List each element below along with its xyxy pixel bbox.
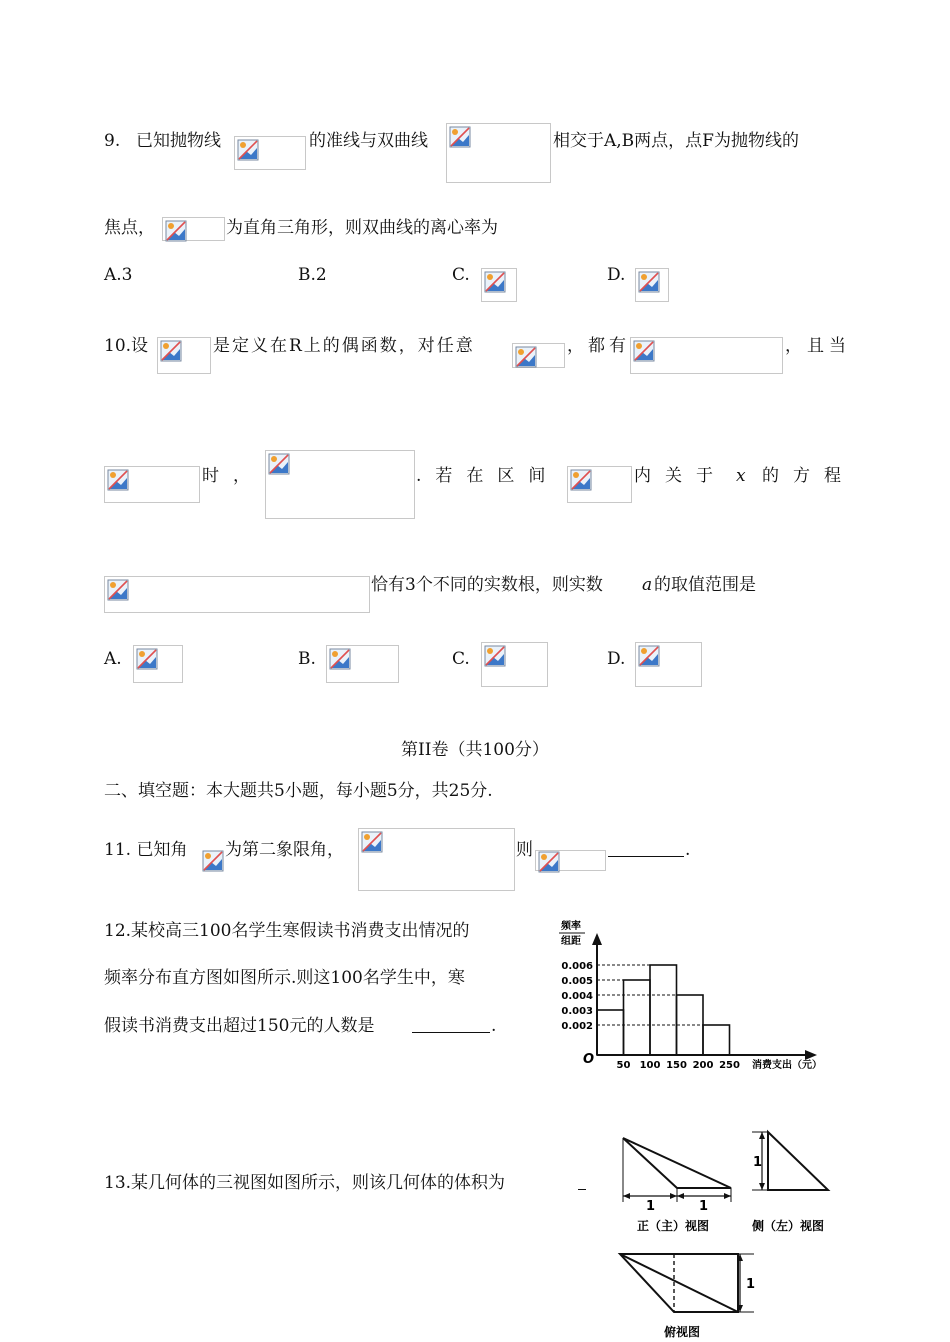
- q13-text: 13.某几何体的三视图如图所示，则该几何体的体积为: [104, 1173, 506, 1193]
- q10-option-c: C.: [452, 649, 470, 669]
- broken-image-icon: [361, 831, 383, 853]
- y-tick-label: 0.004: [561, 991, 593, 1002]
- function-f-image: [157, 337, 211, 374]
- q10-text-5: 时，: [202, 466, 264, 486]
- q10-text-8: 的方程: [762, 466, 855, 486]
- broken-image-icon: [237, 139, 259, 161]
- q9-option-b: B.2: [298, 265, 327, 285]
- broken-image-icon: [165, 220, 187, 242]
- q10-text-9: 恰有3个不同的实数根，则实数: [371, 575, 603, 595]
- q12-line-1: 12.某校高三100名学生寒假读书消费支出情况的: [104, 921, 470, 941]
- broken-image-icon: [136, 648, 158, 670]
- broken-image-icon: [538, 851, 560, 873]
- y-label-bottom: 组距: [561, 936, 581, 947]
- q9-option-c-image: [481, 268, 517, 302]
- q10-var-a: a: [642, 575, 653, 595]
- q10-option-a: A.: [104, 649, 122, 669]
- q9-option-d: D.: [607, 265, 626, 285]
- histogram-axes: [592, 933, 817, 1060]
- broken-image-icon: [638, 271, 660, 293]
- x-axis-label: 消费支出（元）: [752, 1060, 822, 1071]
- q9-option-c: C.: [452, 265, 470, 285]
- front-view-diagram: [615, 1132, 740, 1237]
- front-dim-arrow: [677, 1193, 684, 1199]
- equation-image: [104, 576, 370, 613]
- broken-image-icon: [638, 645, 660, 667]
- q9-text-5: 为直角三角形，则双曲线的离心率为: [226, 218, 498, 238]
- front-view-label: 正（主）视图: [637, 1219, 710, 1233]
- q10-option-d: D.: [607, 649, 626, 669]
- trig-expression-image: [535, 850, 606, 871]
- front-view-triangle: [623, 1138, 731, 1188]
- q10-text-2: 是定义在R上的偶函数，对任意: [213, 336, 475, 356]
- side-dim-label: 1: [753, 1155, 763, 1170]
- q10-text-1: 10.设: [104, 336, 149, 356]
- section-2-title: 第II卷（共100分）: [401, 740, 549, 760]
- top-dim-label: 1: [746, 1277, 756, 1292]
- broken-image-icon: [570, 469, 592, 491]
- broken-image-icon: [107, 469, 129, 491]
- q9-option-d-image: [635, 268, 669, 302]
- q9-text-4: 焦点，: [104, 218, 155, 238]
- broken-image-icon: [329, 648, 351, 670]
- broken-image-icon: [484, 645, 506, 667]
- q10-text-3: ，都有: [567, 336, 630, 356]
- broken-image-icon: [107, 579, 129, 601]
- side-view-diagram: [748, 1124, 840, 1236]
- histogram-bar: [624, 980, 651, 1055]
- q11-text-3: 则: [516, 840, 533, 860]
- front-dim-arrow: [724, 1193, 731, 1199]
- q13-answer-blank: [578, 1171, 586, 1190]
- x-tick-label: 200: [692, 1060, 714, 1071]
- function-definition-image: [265, 450, 415, 519]
- x-tick-label: 250: [719, 1060, 740, 1071]
- q10-option-b: B.: [298, 649, 316, 669]
- y-label-top: 频率: [561, 921, 581, 932]
- top-view-label: 俯视图: [664, 1325, 701, 1339]
- y-tick-label: 0.006: [561, 961, 593, 972]
- broken-image-icon: [633, 340, 655, 362]
- q12-period: .: [491, 1016, 497, 1036]
- q10-option-b-image: [326, 645, 399, 683]
- q10-option-c-image: [481, 642, 548, 687]
- triangle-formula-image: [162, 217, 225, 241]
- parabola-formula-image: [234, 136, 306, 170]
- side-view-triangle: [768, 1132, 828, 1190]
- q10-text-10: 的取值范围是: [654, 575, 756, 595]
- q11-answer-blank: [608, 838, 684, 857]
- q10-text-7: 内关于: [634, 466, 727, 486]
- broken-image-icon: [160, 340, 182, 362]
- y-tick-label: 0.002: [561, 1021, 593, 1032]
- q10-text-6: .若在区间: [416, 466, 560, 486]
- q9-option-a: A.3: [104, 265, 133, 285]
- q9-text-2: 的准线与双曲线: [309, 131, 428, 151]
- q11-text-2: 为第二象限角，: [225, 840, 344, 860]
- side-view-label: 侧（左）视图: [752, 1219, 825, 1233]
- q11-period: .: [685, 840, 691, 860]
- histogram-bar: [597, 1010, 624, 1055]
- front-dim-label-1: 1: [646, 1199, 656, 1214]
- q10-option-a-image: [133, 645, 183, 683]
- q12-answer-blank: [412, 1014, 490, 1033]
- x-tick-label: 150: [666, 1060, 687, 1071]
- x-tick-label: 50: [616, 1060, 631, 1071]
- top-view-diagram: [612, 1248, 760, 1342]
- front-dim-label-2: 1: [699, 1199, 709, 1214]
- angle-alpha-image: [202, 850, 224, 872]
- side-dim-arrow: [759, 1183, 765, 1190]
- histogram-bar: [650, 965, 677, 1055]
- broken-image-icon: [449, 126, 471, 148]
- q9-text-3: 相交于A,B两点，点F为抛物线的: [553, 131, 799, 151]
- functional-equation-image: [630, 337, 783, 374]
- histogram-bars: [597, 965, 730, 1055]
- y-axis-arrow: [592, 933, 602, 945]
- q9-number: 9.: [104, 131, 121, 151]
- x-in-r-image: [512, 343, 565, 368]
- trig-condition-image: [358, 828, 515, 891]
- side-dim-arrow: [759, 1132, 765, 1139]
- broken-image-icon: [484, 271, 506, 293]
- x-tick-label: 100: [639, 1060, 661, 1071]
- hyperbola-formula-image: [446, 123, 551, 183]
- q11-text-1: 11. 已知角: [104, 840, 188, 860]
- q10-option-d-image: [635, 642, 702, 687]
- histogram-bar: [703, 1025, 730, 1055]
- q9-text-1: 已知抛物线: [136, 131, 221, 151]
- x-axis-arrow: [805, 1050, 817, 1060]
- y-tick-label: 0.005: [561, 976, 593, 987]
- broken-image-icon: [515, 346, 537, 368]
- y-tick-label: 0.003: [561, 1006, 593, 1017]
- broken-image-icon: [202, 850, 224, 872]
- broken-image-icon: [268, 453, 290, 475]
- q12-line-3: 假读书消费支出超过150元的人数是: [104, 1016, 375, 1036]
- q12-line-2: 频率分布直方图如图所示.则这100名学生中，寒: [104, 968, 465, 988]
- section-2-heading: 二、填空题：本大题共5小题，每小题5分，共25分.: [104, 781, 493, 801]
- interval-image: [567, 466, 632, 503]
- q10-text-4: ，且当: [785, 336, 851, 356]
- front-dim-arrow: [670, 1193, 677, 1199]
- interval-condition-image: [104, 466, 200, 503]
- top-view-diagonal: [620, 1254, 738, 1312]
- frequency-histogram: [555, 915, 845, 1075]
- q10-var-x: x: [736, 466, 746, 486]
- front-dim-arrow: [623, 1193, 630, 1199]
- origin-label: O: [583, 1052, 595, 1067]
